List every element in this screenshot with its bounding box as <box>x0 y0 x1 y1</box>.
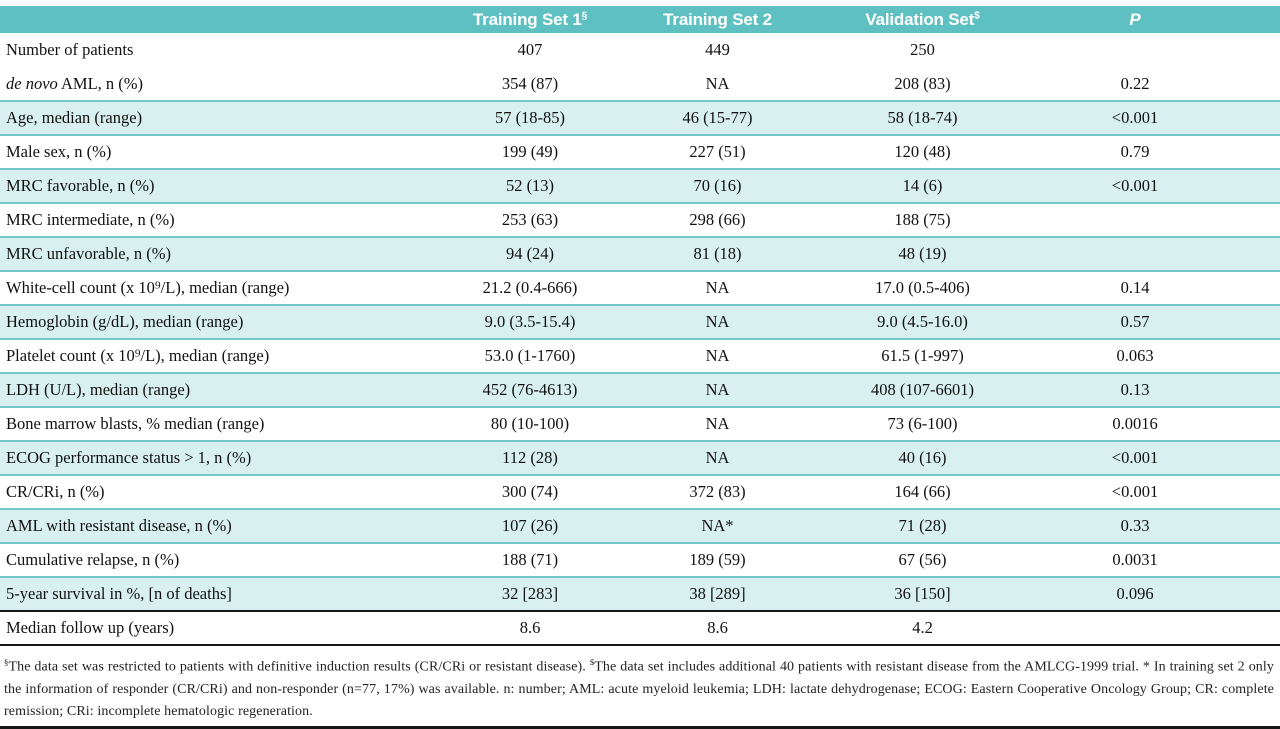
table-row <box>0 577 1280 611</box>
table-row <box>0 33 1280 67</box>
cell-p-value: <0.001 <box>1111 176 1159 195</box>
table-row <box>0 407 1280 441</box>
row-label: MRC unfavorable, n (%) <box>6 244 171 263</box>
cell-training-set-1: 8.6 <box>440 611 620 645</box>
row-label: Cumulative relapse, n (%) <box>6 550 180 569</box>
col-header-validation-set: Validation Set$ <box>815 6 1030 33</box>
cell-training-set-1: 57 (18-85) <box>494 108 566 127</box>
cell-training-set-2: NA <box>705 278 730 297</box>
cell-training-set-1: 32 [283] <box>501 584 559 603</box>
cell-p-value <box>1030 611 1280 645</box>
table-row <box>0 169 1280 203</box>
cell-validation-set: 67 (56) <box>898 550 947 569</box>
col-header-p-value: P <box>1030 6 1280 33</box>
row-label: AML with resistant disease, n (%) <box>6 516 232 535</box>
table-row <box>0 101 1280 135</box>
patient-characteristics-table <box>0 6 1280 646</box>
col-header-empty <box>0 6 440 33</box>
cell-training-set-1: 53.0 (1-1760) <box>484 346 576 365</box>
cell-training-set-2: NA <box>705 448 730 467</box>
cell-p-value: <0.001 <box>1111 448 1159 467</box>
italic-label-part: de novo <box>6 73 58 93</box>
cell-p-value: 0.13 <box>1120 380 1150 399</box>
cell-p-value: 0.14 <box>1120 278 1150 297</box>
cell-p-value: <0.001 <box>1111 108 1159 127</box>
cell-training-set-2: 189 (59) <box>689 550 746 569</box>
cell-training-set-1: 354 (87) <box>501 73 559 93</box>
row-label: 5-year survival in %, [n of deaths] <box>6 584 232 603</box>
row-label: Platelet count (x 10⁹/L), median (range) <box>6 346 270 365</box>
table-row <box>0 203 1280 237</box>
cell-training-set-2: 372 (83) <box>689 482 746 501</box>
dollar-mark: $ <box>974 9 980 21</box>
cell-training-set-1: 407 <box>517 40 543 59</box>
cell-validation-set: 17.0 (0.5-406) <box>875 278 970 297</box>
cell-training-set-2: 8.6 <box>620 611 815 645</box>
table-row <box>0 67 1280 101</box>
cell-training-set-1: 112 (28) <box>502 448 558 467</box>
row-label: MRC favorable, n (%) <box>6 176 155 195</box>
cell-validation-set: 36 [150] <box>894 584 951 603</box>
table-row <box>0 441 1280 475</box>
cell-validation-set: 48 (19) <box>898 244 947 263</box>
dollar-mark: $ <box>589 657 595 667</box>
row-label: Number of patients <box>6 40 134 59</box>
cell-training-set-1: 80 (10-100) <box>490 414 570 433</box>
cell-validation-set: 73 (6-100) <box>887 414 958 433</box>
cell-validation-set: 164 (66) <box>894 482 951 501</box>
cell-training-set-2: NA <box>705 380 730 399</box>
cell-training-set-1: 253 (63) <box>501 210 559 229</box>
cell-training-set-2: NA <box>705 312 730 331</box>
cell-training-set-1: 188 (71) <box>501 550 559 569</box>
col-header-training-set-1: Training Set 1§ <box>440 6 620 33</box>
cell-training-set-2: 38 [289] <box>689 584 746 603</box>
cell-p-value <box>1030 33 1280 67</box>
cell-p-value: 0.33 <box>1120 516 1150 535</box>
cell-p-value: 0.22 <box>1120 73 1150 93</box>
row-label: de novo AML, n (%) <box>6 73 144 93</box>
cell-validation-set: 61.5 (1-997) <box>881 346 964 365</box>
cell-validation-set: 40 (16) <box>898 448 947 467</box>
cell-validation-set: 9.0 (4.5-16.0) <box>877 312 968 331</box>
cell-training-set-1: 52 (13) <box>505 176 555 195</box>
table-row <box>0 543 1280 577</box>
row-label: Median follow up (years) <box>0 611 440 645</box>
cell-training-set-2: 46 (15-77) <box>682 108 753 127</box>
cell-training-set-2: 227 (51) <box>689 142 746 161</box>
section-mark: § <box>4 657 9 667</box>
table-row <box>0 237 1280 271</box>
cell-validation-set: 4.2 <box>815 611 1030 645</box>
cell-validation-set: 188 (75) <box>894 210 951 229</box>
cell-validation-set: 14 (6) <box>902 176 943 195</box>
table-row <box>0 271 1280 305</box>
table-row <box>0 509 1280 543</box>
row-label: Age, median (range) <box>6 108 143 127</box>
cell-validation-set: 58 (18-74) <box>887 108 958 127</box>
table-row <box>0 135 1280 169</box>
cell-training-set-1: 94 (24) <box>505 244 555 263</box>
section-mark: § <box>581 9 588 21</box>
cell-p-value <box>1030 203 1280 237</box>
table-row <box>0 339 1280 373</box>
cell-validation-set: 250 <box>910 40 935 59</box>
row-label: LDH (U/L), median (range) <box>6 380 191 399</box>
col-header-training-set-2: Training Set 2 <box>620 6 815 33</box>
cell-training-set-2: 298 (66) <box>689 210 746 229</box>
cell-p-value: 0.0031 <box>1112 550 1158 569</box>
cell-training-set-2: 81 (18) <box>693 244 742 263</box>
cell-training-set-1: 21.2 (0.4-666) <box>482 278 578 297</box>
row-label: White-cell count (x 10⁹/L), median (range) <box>6 278 290 297</box>
cell-p-value: 0.063 <box>1116 346 1154 365</box>
cell-p-value: 0.57 <box>1120 312 1150 331</box>
cell-training-set-2: 70 (16) <box>693 176 742 195</box>
row-label: ECOG performance status > 1, n (%) <box>6 448 252 467</box>
cell-validation-set: 208 (83) <box>894 73 951 93</box>
footnote-text: §The data set was restricted to patients with definitive induction results (CR/CRi or resistant disease). $The data set includes additional 40 patients with resistant disease from the AMLCG-1999 trial. * In training set 2 only the information of responder (CR/CRi) and non-responder (n=77, 17%) was available. n: number; AML: acute myeloid leukemia; LDH: lactate dehydrogenase; ECOG: Eastern Cooperative Oncology Group; CR: complete remission; CRi: incomplete hematologic regeneration. <box>4 657 1274 719</box>
header-row <box>0 6 1280 33</box>
cell-training-set-2: 449 <box>705 40 730 59</box>
cell-training-set-2: NA* <box>701 516 734 535</box>
row-label: CR/CRi, n (%) <box>6 482 105 501</box>
cell-validation-set: 408 (107-6601) <box>870 380 975 399</box>
cell-training-set-1: 199 (49) <box>501 142 559 161</box>
cell-training-set-1: 300 (74) <box>501 482 559 501</box>
cell-p-value: <0.001 <box>1111 482 1159 501</box>
cell-p-value <box>1030 237 1280 271</box>
cell-training-set-1: 452 (76-4613) <box>482 380 578 399</box>
table-footnote <box>0 646 1280 729</box>
row-label: MRC intermediate, n (%) <box>6 210 175 229</box>
table-row <box>0 305 1280 339</box>
cell-p-value: 0.096 <box>1116 584 1154 603</box>
cell-training-set-2: NA <box>705 346 730 365</box>
cell-p-value: 0.0016 <box>1112 414 1158 433</box>
cell-validation-set: 120 (48) <box>894 142 951 161</box>
table-row <box>0 373 1280 407</box>
cell-training-set-2: NA <box>705 73 730 93</box>
cell-training-set-2: NA <box>705 414 730 433</box>
cell-validation-set: 71 (28) <box>898 516 947 535</box>
row-label: Bone marrow blasts, % median (range) <box>6 414 265 433</box>
cell-training-set-1: 9.0 (3.5-15.4) <box>484 312 576 331</box>
row-label: Male sex, n (%) <box>6 142 112 161</box>
cell-training-set-1: 107 (26) <box>501 516 559 535</box>
cell-p-value: 0.79 <box>1120 142 1150 161</box>
row-label: Hemoglobin (g/dL), median (range) <box>6 312 244 331</box>
table-row <box>0 475 1280 509</box>
table-row <box>0 611 1280 645</box>
